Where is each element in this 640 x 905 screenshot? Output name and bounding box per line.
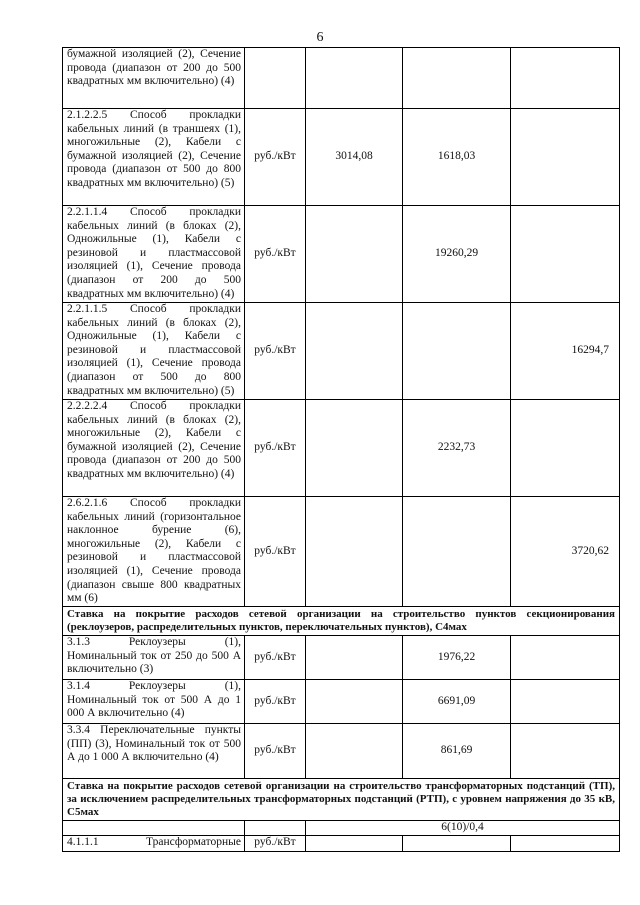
table-row xyxy=(63,206,620,303)
row-value-2: 6691,09 xyxy=(403,680,511,724)
table-row xyxy=(63,835,620,851)
row-value-1: 3014,08 xyxy=(306,109,403,206)
row-description: 3.1.4 Реклоузеры (1), Номинальный ток от 500 А до 1 000 А включительно (4) xyxy=(63,680,245,724)
row-value-3 xyxy=(511,109,620,206)
row-value-1 xyxy=(306,497,403,607)
row-unit: руб./кВт xyxy=(245,303,306,400)
row-value-2: 19260,29 xyxy=(403,206,511,303)
table-row xyxy=(63,680,620,724)
row-value-2: 2232,73 xyxy=(403,400,511,497)
table-row xyxy=(63,48,620,109)
row-description: 2.6.2.1.6 Способ прокладки кабельных линий (горизонтальное наклонное бурение (6), многожильные (2), Кабели с резиновой и пластмассовой изоляцией (1), Сечение провода (диапазон свыше 800 квадратных мм (6) xyxy=(63,497,245,607)
table-row xyxy=(63,724,620,779)
voltage-subheader: 6(10)/0,4 xyxy=(306,821,620,836)
row-value-1 xyxy=(306,206,403,303)
table-row xyxy=(63,303,620,400)
row-description: 3.1.3 Реклоузеры (1), Номинальный ток от 250 до 500 А включительно (3) xyxy=(63,636,245,680)
section-c5-title: Ставка на покрытие расходов сетевой организации на строительство трансформаторных подстанций (ТП), за исключением распределительных трансформаторных подстанций (РТП), с уровнем напряжения до 35 кВ, С5мах xyxy=(63,779,620,821)
row-unit: руб./кВт xyxy=(245,206,306,303)
empty-cell xyxy=(403,835,511,851)
row-value-1 xyxy=(306,400,403,497)
row-unit: руб./кВт xyxy=(245,724,306,779)
row-description: 2.2.1.1.5 Способ прокладки кабельных линий (в блоках (2), Одножильные (1), Кабели с резиновой и пластмассовой изоляцией (1), Сечение провода (диапазон от 500 до 800 квадратных мм включительно) (5) xyxy=(63,303,245,400)
empty-cell xyxy=(511,835,620,851)
section-header-row xyxy=(63,607,620,636)
row-unit: руб./кВт xyxy=(245,497,306,607)
row-unit: руб./кВт xyxy=(245,400,306,497)
row-value-3: 16294,7 xyxy=(511,303,620,400)
row-value-3 xyxy=(511,48,620,109)
empty-cell xyxy=(306,835,403,851)
row-description: 2.2.2.2.4 Способ прокладки кабельных линий (в блоках (2), многожильные (2), Кабели с бумажной изоляцией (2), Сечение провода (диапазон от 200 до 500 квадратных мм включительно) (4) xyxy=(63,400,245,497)
section-header-row xyxy=(63,779,620,821)
row-value-2 xyxy=(403,303,511,400)
row-value-1 xyxy=(306,724,403,779)
row-value-3: 3720,62 xyxy=(511,497,620,607)
table-row xyxy=(63,109,620,206)
row-unit: руб./кВт xyxy=(245,680,306,724)
row-description: бумажной изоляцией (2), Сечение провода (диапазон от 200 до 500 квадратных мм включительно) (4) xyxy=(63,48,245,109)
row-unit: руб./кВт xyxy=(245,835,306,851)
row-value-3 xyxy=(511,400,620,497)
row-value-1 xyxy=(306,48,403,109)
table-row xyxy=(63,636,620,680)
row-value-3 xyxy=(511,724,620,779)
row-value-3 xyxy=(511,636,620,680)
row-value-2 xyxy=(403,48,511,109)
row-description: 2.1.2.2.5 Способ прокладки кабельных линий (в траншеях (1), многожильные (2), Кабели с бумажной изоляцией (2), Сечение провода (диапазон от 500 до 800 квадратных мм включительно) (5) xyxy=(63,109,245,206)
row-value-2: 861,69 xyxy=(403,724,511,779)
table-row xyxy=(63,497,620,607)
section-c4-title: Ставка на покрытие расходов сетевой организации на строительство пунктов секционирования (реклоузеров, распределительных пунктов, переключательных пунктов), С4мах xyxy=(63,607,620,636)
row-value-3 xyxy=(511,680,620,724)
row-description: 3.3.4 Переключательные пункты (ПП) (3), Номинальный ток от 500 А до 1 000 А включительно (4) xyxy=(63,724,245,779)
empty-cell xyxy=(63,821,245,836)
row-unit: руб./кВт xyxy=(245,636,306,680)
table-row xyxy=(63,400,620,497)
row-description: 2.2.1.1.4 Способ прокладки кабельных линий (в блоках (2), Одножильные (1), Кабели с резиновой и пластмассовой изоляцией (1), Сечение провода (диапазон от 200 до 500 квадратных мм включительно) (4) xyxy=(63,206,245,303)
row-value-2 xyxy=(403,497,511,607)
empty-cell xyxy=(245,821,306,836)
row-unit: руб./кВт xyxy=(245,109,306,206)
row-value-3 xyxy=(511,206,620,303)
row-value-1 xyxy=(306,680,403,724)
row-value-1 xyxy=(306,303,403,400)
page-number: 6 xyxy=(316,30,324,45)
tariff-table xyxy=(62,47,620,852)
row-value-2: 1618,03 xyxy=(403,109,511,206)
row-description: 4.1.1.1 Трансформаторные xyxy=(63,835,245,851)
voltage-subheader-row xyxy=(63,821,620,836)
row-value-2: 1976,22 xyxy=(403,636,511,680)
row-unit xyxy=(245,48,306,109)
row-value-1 xyxy=(306,636,403,680)
